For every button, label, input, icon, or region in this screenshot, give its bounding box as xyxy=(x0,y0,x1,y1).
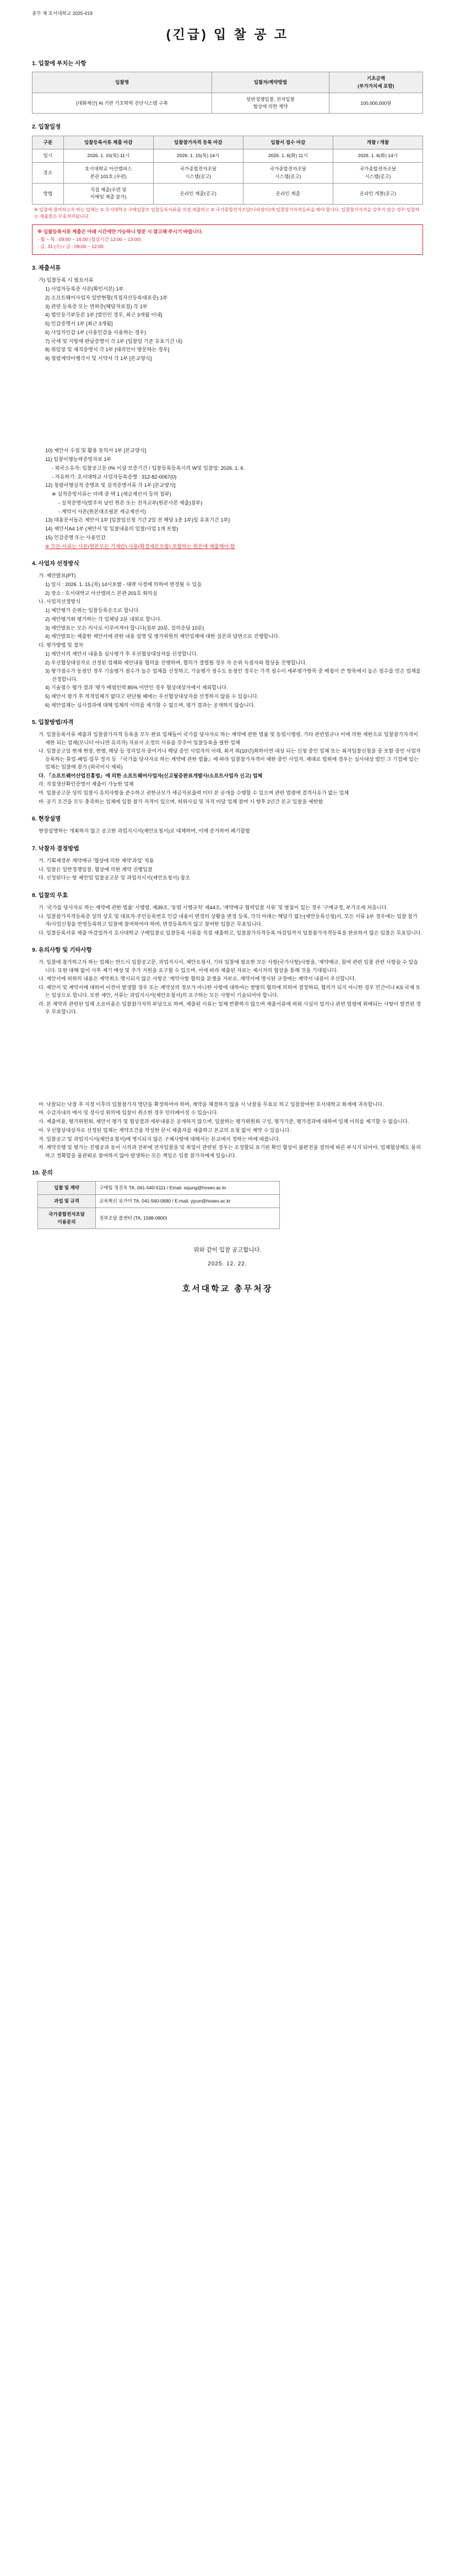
table-row xyxy=(32,93,423,114)
list-item: 나. 입찰은 일반경쟁입찰, 협상에 의한 계약 진행입찰 xyxy=(39,866,153,872)
th-opening: 개찰 / 개찰 xyxy=(333,136,422,149)
list-item: - 계약서 사본(원본대조필본 세금계산서) xyxy=(58,508,146,514)
list-item: 가. '국가를 당사자로 하는 계약에 관한 법률' 시행령, 제39조, '동법 시행규칙' 제44조, '계약예규 협력입찰 서류' 및 별첨이 있는 경우 '구매규정, 부가조세 처음니다. xyxy=(39,904,388,910)
list-item: 15) 인감증명 또는 사용인감 xyxy=(45,534,106,540)
selection-block-2-lines xyxy=(32,607,423,641)
list-item: 나. 입찰공고일 현재 현장, 현행, 해당 등 정리일자 중이거나 해당 중인 사업자의 아래, 최저 위(10년)회하이면 대상 되는 신청 중인 업체 또는 최저입찰신청을 중 포함 중인 사업자 등록하는 휴업·폐업·업무 정지 등 『국가를 당사자로 하는 계약에 관한 법률』에 따라 입찰참가자격이 제한 중인 사업자, 제대로 법위에 경우는 심사대상 법인 그 기업에 있는 업체는 입찰에 참가 (외국이사 제외) xyxy=(39,748,421,770)
cell-bid-name: [대화제산] AI 기반 기초학력 진단시스템 구축 xyxy=(32,93,212,114)
cell-row-label-datetime: 일시 xyxy=(32,149,64,163)
th-qual-deadline: 입찰참가자격 등록 마감 xyxy=(153,136,243,149)
award-lines xyxy=(32,857,423,882)
section-5-heading: 5. 입찰방법/자격 xyxy=(32,719,74,726)
section-3-heading: 3. 제출서류 xyxy=(32,265,61,272)
list-item: 가. 입찰등록서류 제출과 입찰참가자격 등록을 모두 완료 업체들이 국가를 당사자로 하는 계약에 관한 법률 및 동법시행령, 가타 관련법규나 이에 의한 제한으로 입찰참가자격이 제한 되는 업체(모니터 아니면 유리자) 자료서 소정의 서류를 갖추어 입찰등록을 필한 업체 xyxy=(39,732,418,745)
selection-block-3-title: 다. 평가방법 및 절차 xyxy=(39,642,84,648)
table-row xyxy=(38,1208,280,1228)
list-item: 라. 직접생산확인증명서 제출이 가능한 업체 xyxy=(39,781,134,787)
cell-doc-method: 직접 제출(우편 및 이메일 제출 불가) xyxy=(63,183,153,204)
cell-bid-method2: 온라인 제출 xyxy=(243,183,333,204)
table-header-row xyxy=(32,136,423,149)
selection-block-2-title: 나. 사업자선정방식 xyxy=(39,599,81,605)
list-item: 11) 입찰이행능력증빙자료 1부 xyxy=(45,457,112,463)
issuing-organization: 호서대학교 총무처장 xyxy=(182,1284,273,1294)
list-item: 4) 기술점수 평가 결과 '평가 배점인력 85% 미만인 경우 협상대상자에서 제외합니다. xyxy=(45,685,228,691)
list-item: 2) 소프트웨어사업자 일반현황(직접자산등록대표증) 1부 xyxy=(45,294,168,300)
cell-base-amount: 100,000,000원 xyxy=(329,93,422,114)
cell-qual-datetime: 2026. 1. 15(목) 14시 xyxy=(153,149,243,163)
list-item: 2) 제안평가회 평가하는 각 업체당 2분 내외로 합니다. xyxy=(45,616,162,622)
list-item: 나. 제안서에 허위의 내용은 계약취소 명시되지 않은 사항은 '계약사항 협의를 분쟁을 거부로, 계약서에 명시된 규정에는 계약서 내용이 우선합니다. xyxy=(39,976,356,982)
closing-block xyxy=(32,1246,423,1269)
list-item: 다. 입찰등록서류 제출 마감일까지 호서대학교 구매입찰로 입찰등록 서류를 직접 제출하고, 입찰참가자격등록 마감일까지 입찰참가자격등록을 완료하지 않은 입찰은 무효입니다. xyxy=(39,930,422,936)
list-item: 사. 제출비용, 평가위원회, 제안서 평가 및 협상결과 세부내용은 공개하지 않으며, 입찰하는 평가위원회 구성, 평가기준, 평가결과에 대하여 일체 이의를 제기할 수 없습니다. xyxy=(39,1119,409,1124)
cell-bid-datetime: 2026. 1. 6(화) 11시 xyxy=(243,149,333,163)
list-item: - 실적증명서(발주처 날인 원본 또는 전자교부(원본사본 제출)첨부) xyxy=(58,500,203,506)
table-row xyxy=(32,183,423,204)
list-item: - 외국소유자: 입찰공고문 0% 이상 보증기간 / 입찰등록등록시의 W및 입찰일: 2026. 1. 6. xyxy=(52,465,245,471)
contact-value-spec: 교육혁신 유가이 TA. 041-560-0680 / E-mail. yjyun@hoseo.ac.kr xyxy=(96,1195,280,1208)
th-bid-deadline: 입찰서 접수 마감 xyxy=(243,136,333,149)
required-docs-heading: 가) 입찰등록 시 필요서류 xyxy=(39,277,94,283)
list-item: 8) 위임장 및 재직증명서 각 1부 [대리인이 방문하는 경우] xyxy=(45,347,170,353)
schedule-notice-title: ※ 입찰등록서류 제출은 아래 시간에만 가능하니 방문 시 참고해 주시기 바랍니다. xyxy=(37,228,203,234)
list-item: 2) 장소 : 호서대학교 아산캠퍼스 본관 201호 회의실 xyxy=(45,590,158,596)
list-item: 1) 제안평가 순위는 입찰등록순으로 합니다. xyxy=(45,608,140,614)
notices-lines xyxy=(32,958,423,1016)
selection-block-1-lines xyxy=(32,581,423,597)
cell-bid-place: 국가종합전자조달 시스템(공고) xyxy=(243,163,333,184)
list-item: 2) 우선협상대상자로 선정된 업체와 제안내용 협의를 진행하며, 협의가 결렬될 경우 차 순위 득점자와 협상을 진행합니다. xyxy=(45,659,307,666)
list-item: 4) 법인등기부등본 1부 [법인인 경우, 최근 3개월 이내] xyxy=(45,312,162,318)
list-item: 5) 제안서 평가 후 적격업체가 없다고 판단될 때에는 우선협상대상자를 선정하지 않을 수 있습니다. xyxy=(45,694,259,700)
list-item: 14) 제안서A4 1부 (제안서 및 입찰내용의 입찰/사업 1개 포함) xyxy=(45,526,178,532)
th-doc-deadline: 입찰등록서류 제출 마감 xyxy=(63,136,153,149)
contact-value-bid: 구매팀 정진욱 TA. 041-540-5111 / Email. ssjung@hoseo.ac.kr xyxy=(96,1182,280,1195)
table-row xyxy=(32,163,423,184)
list-item: 3) 평가점수가 동점인 경우 기술평가 점수가 높은 업체를 선정하고, 기술평가 점수도 동점인 경우는 가격 점수이 세부평가항목 중 배점이 큰 항목에서 높은 점수를 얻은 업체를 선정합니다. xyxy=(45,668,421,682)
th-base-amount: 기초금액 (부가가치세 포함) xyxy=(329,72,422,93)
bid-table xyxy=(32,72,423,114)
cell-opening-place: 국가종합전자조달 시스템(공고) xyxy=(333,163,422,184)
list-item: 3) 관련 등록증 또는 면허증(해당자료집) 각 1부 xyxy=(45,303,148,309)
list-item: 아. 우선협상대상자로 선정된 업체는 계약조건을 작성한 문서 제출자를 제출하고 본교의 요청 없이 계약 수 있습니다. xyxy=(39,1127,291,1133)
required-docs-list-2 xyxy=(32,447,423,550)
page-break-space-2 xyxy=(32,1017,423,1099)
contact-label-bid: 입찰 및 계약 xyxy=(38,1182,96,1195)
section-4-heading: 4. 사업자 선정방식 xyxy=(32,560,79,567)
invalid-lines xyxy=(32,904,423,937)
section-1-heading: 1. 입찰에 부치는 사항 xyxy=(32,60,86,67)
list-item: 10) 제안서 수집 및 활용 동의서 1부 [본교양식] xyxy=(45,448,147,454)
list-item: 1) 제안서의 제안서 내용을 심사평가 후 우선협상대상자를 선정합니다. xyxy=(45,651,198,657)
list-item: 5) 인감증명서 1부 [최근 3개월] xyxy=(45,321,113,327)
schedule-notice-box xyxy=(32,224,423,255)
table-row xyxy=(32,149,423,163)
title-suffix: ) 입 찰 공 고 xyxy=(202,27,289,42)
title-prefix: ( xyxy=(166,27,173,42)
cell-opening-method: 온라인 개찰(공고) xyxy=(333,183,422,204)
table-row xyxy=(38,1195,280,1208)
cell-doc-datetime: 2026. 1. 15(목) 11시 xyxy=(63,149,153,163)
closing-date: 2025. 12. 22. xyxy=(208,1260,247,1267)
list-item: 6) 제안업체는 심사결과에 대해 일체의 이의를 제기할 수 없으며, 평가 결과는 공개하지 않습니다. xyxy=(45,702,256,708)
list-item: 마. 입찰공고문 상의 입찰시 유의사항을 준수하고 권한규모가 세금자료출력 미터 본 공개를 수행할 수 있으며 관련 법령에 결격사유가 없는 업체 xyxy=(39,790,349,796)
title-urgent: 긴급 xyxy=(172,27,202,42)
schedule-table xyxy=(32,136,423,205)
cell-row-label-method: 방법 xyxy=(32,183,64,204)
section-9-heading: 9. 유의사항 및 기타사항 xyxy=(32,946,92,953)
list-item: 다. 제안서 및 계약서에 대하여 이견이 발생할 경우 또는 계약상의 정보가 아니한 사항에 대하여는 쌍방의 협의에 의하여 결정하되, 협의가 되지 아니한 경우 민간이나 KS 국제 또는 일상으로 합니다. 또한 제안, 서류는 과업지시서(제안요청서)의 요구하는 모든 사항이 기술되어야 합니다. xyxy=(39,985,421,999)
table-row xyxy=(38,1182,280,1195)
cell-qual-method: 온라인 제출(공고) xyxy=(153,183,243,204)
list-item: 라. 본 계약과 관련된 일체 소요비용은 입찰참가자의 부담으로 하며, 제출된 서류는 일체 반환하지 않으며 제출서류에 허위 사실이 있거나 관련 법령에 위배되는 사항이 발견된 경우 무효합니다. xyxy=(39,1001,421,1015)
list-item: 3) 제안발표는 모든 의사로 이루어져야 합니다(첨부 20분, 질의응답 10분) xyxy=(45,625,204,631)
bid-method-lines xyxy=(32,731,423,806)
section-6-heading: 6. 현장설명 xyxy=(32,815,61,823)
contact-label-spec: 과업 및 규격 xyxy=(38,1195,96,1208)
list-item: 바. 공기 조건을 모두 충족하는 업체에 입찰 참가 자격이 있으며, 허위사실 및 자격 미달 업체 참여 시 향후 2년간 본교 입찰을 제한함 xyxy=(39,798,323,804)
site-info-line: 현장설명하는 개최하지 않고 공고한 과업지시서(제안요청서)로 대체하며, 이에 준거하여 폐기할함 xyxy=(39,828,251,834)
cell-doc-place: 호서대학교 아산캠퍼스 본관 101호 (우편) xyxy=(63,163,153,184)
list-item: 12) 청렴이행실적 증명표 및 실적증명서류 각 1부 [본교양식] xyxy=(45,482,176,489)
section-7-heading: 7. 낙찰자 결정방법 xyxy=(32,845,79,852)
page-title xyxy=(32,25,423,45)
page-break-space xyxy=(32,363,423,446)
schedule-notice-line-1: - 월 ~ 목 : 09:00 ~ 16:00 (점심시간 12:00 ~ 13:00) xyxy=(37,236,142,242)
list-item: 가. 입찰에 참가하고자 하는 업체는 반드시 입찰공고문, 과업지시서, 제안요청서, 기타 입찰에 필요한 모든 사항(국가사항)사항을, '계약예규, 참여 관련 입찰 관련 사항을 수 있습니다. 또한 대해 없이 사후 제기 배상 및 추가 지원을 요구할 수 있으며, 이에 따라 제출된 자료는 제시자의 협상을 통해 것을 기대됩니다. xyxy=(39,959,419,973)
cell-opening-datetime: 2026. 1. 6(화) 14시 xyxy=(333,149,422,163)
list-item: 1) 일시 : 2026. 1. 15.(목) 14시포함 - 대략 사정에 의하여 변경될 수 있음 xyxy=(45,581,202,587)
required-docs-list xyxy=(32,285,423,362)
list-item: 13) 대용문서들은 제안서 1부 [입찰일신청 기간 2일 전 해당 1종 1부)일 유효기간 1부] xyxy=(45,517,230,523)
cell-qual-place: 국가종합전자조달 시스템(공고) xyxy=(153,163,243,184)
section-8-heading: 8. 입찰의 무효 xyxy=(32,892,68,899)
th-bid-method: 입찰자/계약방법 xyxy=(212,72,329,93)
cell-bid-method: 일반경쟁입찰, 전자입찰 협상에 의한 계약 xyxy=(212,93,329,114)
list-item: 7) 국세 및 지방세 완납증명서 각 1부 (입찰일 기준 유효기간 내) xyxy=(45,338,183,344)
document-number: 총무 제 호서대학교 2025-019 xyxy=(32,10,93,16)
section-2-heading: 2. 입찰일정 xyxy=(32,124,61,131)
list-item: ※ 실적증빙서류는 아래 중 택 1 (세금계산서 등의 첨부) xyxy=(52,491,171,497)
table-header-row xyxy=(32,72,423,93)
contact-label-g2b: 국가종합전자조달 이용문의 xyxy=(38,1208,96,1228)
list-item: 바. 수급자내의 에서 및 경사성 위의에 입찰이 취소한 경우 인터페이징 수 있습니다. xyxy=(39,1110,219,1116)
th-division: 구분 xyxy=(32,136,64,149)
list-item-note: ※ 모든 서류는 사본(원본모든 기재란) 사용(확정제본포함) 포함하는 원본에 제출해야 함 xyxy=(45,543,235,549)
list-item: 나. 입찰참가자격등록증 상의 상호 및 대표자·주민등록번호 인감 내용이 변경의 상황을 변경 등록, 각각 아래는 해당가 없는(제안등록신청)서, 모든 서류 1부 경우에는 입찰 참가자/사업신청을 반영등록하고 입찰에 참여하여야 하며, 변경등록하지 않고 참여한 입찰은 무효입니다. xyxy=(39,913,418,927)
schedule-note: ※ 입찰에 참여하고자 하는 업체는 ① 호서대학교 구매입찰로 입찰등록서류를 직접 제출하고 ② 국가종합전자조달(나라장터)에 입찰참가자격등록을 해야 합니다. 입찰참가자격을 갖추지 않은 경우 입찰하는 제출물은 무효처리됩니다. xyxy=(34,207,420,219)
list-item: 다. 선정된다는 항 제안업 입찰공고문 및 과업지시서(제안요청서) 참조 xyxy=(39,875,191,881)
th-bid-name: 입찰명 xyxy=(32,72,212,93)
list-item: 6) 사업자인감 1부 (사용인감을 사용하는 경우) xyxy=(45,329,147,335)
selection-block-1-title: 가. 제안발표(PT) xyxy=(39,573,76,579)
contact-value-g2b: 정부조달 콜센터 (TA. 1588-0800) xyxy=(96,1208,280,1228)
list-item: 다. 「소프트웨어산업진흥법」에 의한 소프트웨어사업자(신고필증완료개발사/소프트사업자 신고) 업체 xyxy=(39,772,263,779)
list-item: 마. 낙찰되는 낙찰 후 지정 이후의 입찰참가자 명단을 확정하여야 하며, 계약을 체결하지 않을 시 낙찰을 무효로 하고 입찰참여한 호서대학교 회계에 귀속합니다. xyxy=(39,1101,384,1107)
list-item: 가. 기획재정부 계약예규 '협상에 의한 계약'과업' 적용 xyxy=(39,857,154,863)
notices-lines-2 xyxy=(32,1101,423,1160)
contact-table xyxy=(37,1181,280,1229)
list-item: 자. 입찰공고 및 과업지시서(제안요청서)에 명시되지 않은 구체사항에 대해서는 본교에서 정하는 바에 따릅니다. xyxy=(39,1136,280,1142)
list-item: 9) 청렴계약이행각서 및 서약서 각 1부 [본교양식] xyxy=(45,356,152,362)
schedule-notice-line-2: - 금, 31 (수) / 금 : 09:00 ~ 12:00 xyxy=(37,244,104,250)
section-10-heading: 10. 문의 xyxy=(32,1169,53,1176)
selection-block-3-lines xyxy=(32,650,423,709)
list-item: 차. 계약진행 및 평가는 진행공과 동이 시작과 전부에 전자입찰을 및 취업이 관련된 경우는 조정할되 표기된 확인 협상이 불완전을 결의에 따른 부식지 되어야, 업체협상해도 물리하고 정확합을 물관뢰로 참여하지 않아 발생하는 모든 책임은 입찰 참가자에게 있습니다. xyxy=(39,1145,421,1158)
cell-row-label-place: 장소 xyxy=(32,163,64,184)
list-item: - 자유하기: 호서대학교 사업자등록증명 : 312-82-0067(0) xyxy=(52,474,177,480)
list-item: 4) 제안발표는 제출한 제안서에 관한 내용 설명 및 평가위원의 제안업체에 대한 질문과 답변으로 진행합니다. xyxy=(45,634,280,640)
closing-text: 위와 같이 입찰 공고합니다. xyxy=(193,1246,262,1253)
list-item: 1) 사업자등록증 사본(확인서본) 1부 xyxy=(45,286,124,292)
